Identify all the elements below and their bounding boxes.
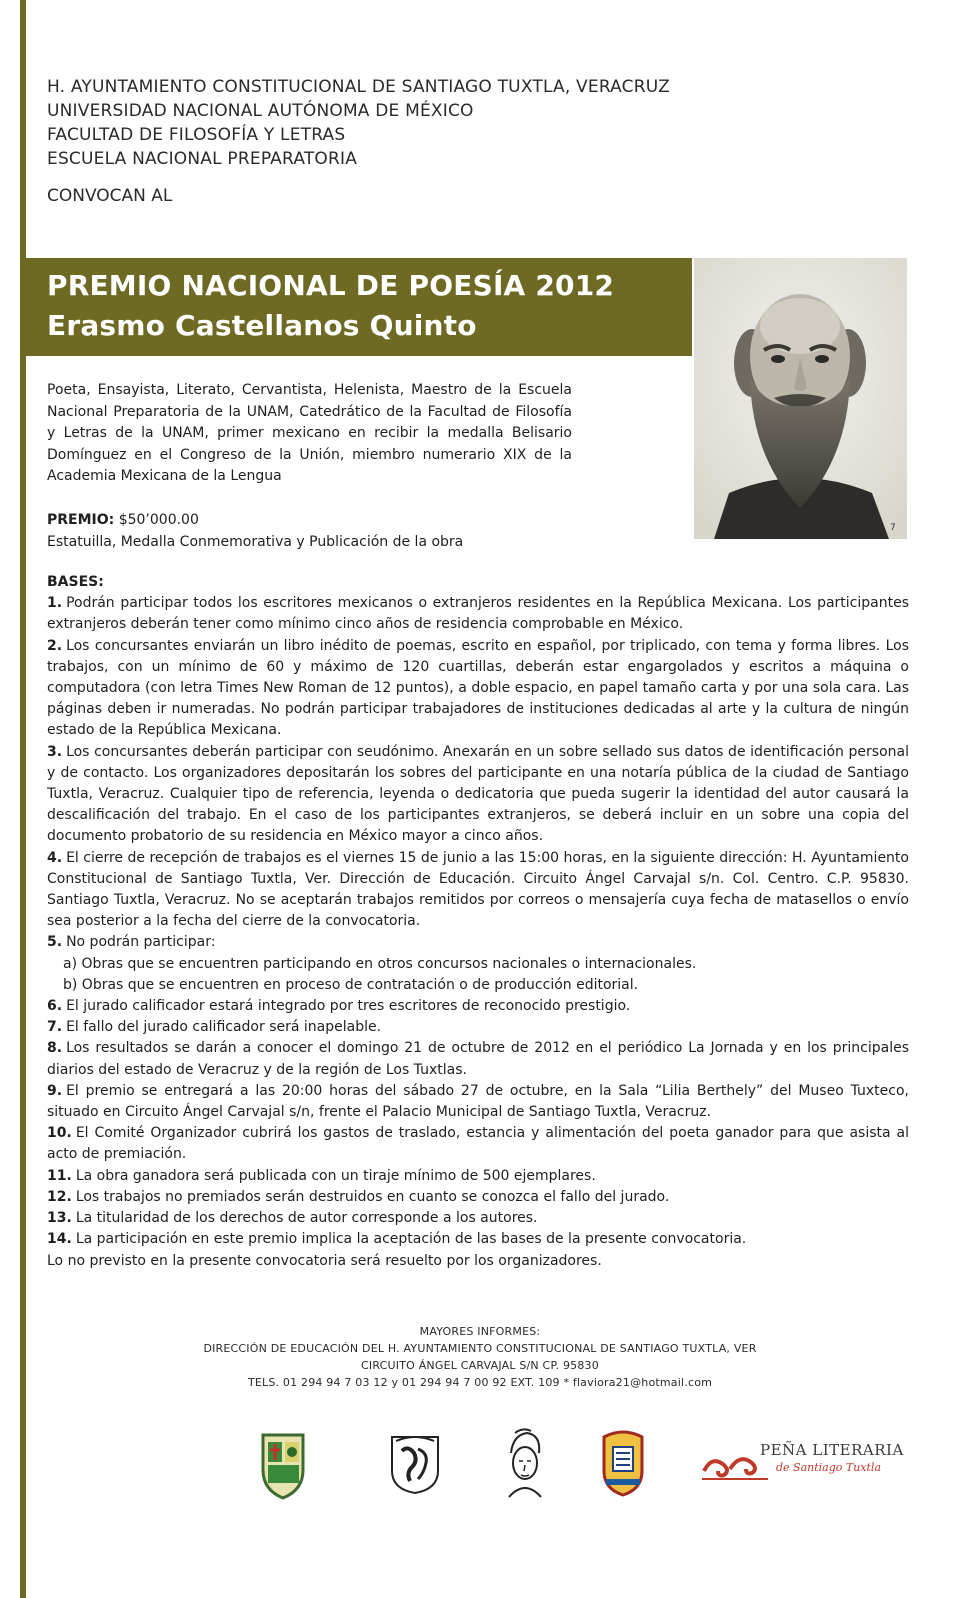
base-item bbox=[47, 742, 909, 848]
sponsor-logos bbox=[0, 1425, 967, 1505]
institution-line: H. AYUNTAMIENTO CONSTITUCIONAL DE SANTIAGO TUXTLA, VERACRUZ bbox=[47, 77, 670, 97]
contact-line: CIRCUITO ÁNGEL CARVAJAL S/N CP. 95830 bbox=[361, 1359, 599, 1372]
base-item bbox=[47, 932, 909, 953]
contact-heading: MAYORES INFORMES: bbox=[419, 1325, 541, 1338]
pena-subtitle: de Santiago Tuxtla bbox=[776, 1461, 882, 1474]
base-item bbox=[47, 636, 909, 742]
base-text: El jurado calificador estará integrado por tres escritores de reconocido prestigio. bbox=[66, 998, 631, 1015]
base-item bbox=[47, 1187, 909, 1208]
left-accent-rule bbox=[20, 0, 26, 1598]
base-number: 13. bbox=[47, 1210, 72, 1227]
institution-line: UNIVERSIDAD NACIONAL AUTÓNOMA DE MÉXICO bbox=[47, 101, 474, 121]
base-number: 5. bbox=[47, 934, 63, 951]
prize-amount: $50’000.00 bbox=[118, 512, 199, 528]
base-number: 9. bbox=[47, 1082, 63, 1099]
institution-line: ESCUELA NACIONAL PREPARATORIA bbox=[47, 149, 358, 169]
portrait-photo bbox=[694, 258, 907, 539]
base-subitem: b) Obras que se encuentren en proceso de contratación o de producción editorial. bbox=[63, 976, 639, 993]
base-text: La participación en este premio implica la aceptación de las bases de la presente convocatoria. bbox=[75, 1231, 747, 1248]
issuing-institutions bbox=[47, 75, 747, 171]
enp-emblem-icon bbox=[598, 1427, 648, 1499]
base-item bbox=[47, 848, 909, 933]
contact-line: TELS. 01 294 94 7 03 12 y 01 294 94 7 00 92 EXT. 109 * flaviora21@hotmail.com bbox=[247, 1376, 713, 1389]
base-item bbox=[47, 1166, 909, 1187]
base-item bbox=[47, 1208, 909, 1229]
base-number: 6. bbox=[47, 998, 63, 1015]
bases-closing: Lo no previsto en la presente convocatoria será resuelto por los organizadores. bbox=[47, 1252, 602, 1269]
base-number: 1. bbox=[47, 595, 63, 612]
pena-title: PEÑA LITERARIA bbox=[760, 1441, 904, 1459]
svg-text:7: 7 bbox=[890, 523, 896, 533]
base-text: El Comité Organizador cubrirá los gastos de traslado, estancia y alimentación del poeta ganador para que asista al acto de premiación. bbox=[47, 1125, 909, 1163]
base-item bbox=[47, 593, 909, 635]
base-number: 7. bbox=[47, 1019, 63, 1036]
convocan-label: CONVOCAN AL bbox=[47, 186, 173, 206]
pena-literaria-logo bbox=[700, 1439, 915, 1489]
base-item bbox=[47, 1017, 909, 1038]
base-item bbox=[47, 1081, 909, 1123]
base-text: Podrán participar todos los escritores mexicanos o extranjeros residentes en la República Mexicana. Los participantes extranjeros deberán tener como mínimo cinco años de residencia comprobable en México. bbox=[47, 595, 909, 633]
unam-seal-icon bbox=[388, 1433, 442, 1495]
base-text: El fallo del jurado calificador será inapelable. bbox=[66, 1019, 382, 1036]
page-title: PREMIO NACIONAL DE POESÍA 2012 bbox=[47, 269, 615, 302]
base-item bbox=[47, 1123, 909, 1165]
title-band bbox=[26, 258, 692, 356]
contact-info bbox=[80, 1323, 880, 1391]
institution-line: FACULTAD DE FILOSOFÍA Y LETRAS bbox=[47, 125, 346, 145]
prize-label: PREMIO: bbox=[47, 512, 115, 528]
bases-section bbox=[47, 572, 909, 1272]
contact-line: DIRECCIÓN DE EDUCACIÓN DEL H. AYUNTAMIENTO CONSTITUCIONAL DE SANTIAGO TUXTLA, VER bbox=[203, 1342, 757, 1355]
base-number: 14. bbox=[47, 1231, 72, 1248]
base-text: El cierre de recepción de trabajos es el viernes 15 de junio a las 15:00 horas, en la siguiente dirección: H. Ayuntamiento Constitucional de Santiago Tuxtla, Ver. Dirección de Educación. Circuito Ángel Carvajal s/n. Col. Centro. C.P. 95830. Santiago Tuxtla, Veracruz. No se aceptarán trabajos remitidos por correos o mensajería cuya fecha de matasellos o envío sea posterior a la fecha del cierre de la convocatoria. bbox=[47, 849, 909, 930]
base-subitem: a) Obras que se encuentren participando en otros concursos nacionales o internacionales. bbox=[63, 955, 697, 972]
base-text: El premio se entregará a las 20:00 horas del sábado 27 de octubre, en la Sala “Lilia Berthely” del Museo Tuxteco, situado en Circuito Ángel Carvajal s/n, frente el Palacio Municipal de Santiago Tuxtla, Veracruz. bbox=[47, 1082, 909, 1121]
base-text: La titularidad de los derechos de autor corresponde a los autores. bbox=[75, 1210, 538, 1227]
base-number: 2. bbox=[47, 637, 63, 654]
base-text: No podrán participar: bbox=[66, 934, 216, 951]
base-number: 3. bbox=[47, 743, 63, 760]
base-item bbox=[47, 1229, 909, 1250]
base-text: Los concursantes enviarán un libro inédito de poemas, escrito en español, por triplicado, con tema y forma libres. Los trabajos, con un mínimo de 60 y máximo de 120 cuartillas, deberán estar engargolados y escritos a máquina o computadora (con letra Times New Roman de 12 puntos), a doble espacio, en papel tamaño carta y por una sola cara. Las páginas deben ir numeradas. No podrán participar trabajadores de instituciones dedicadas al arte y la cultura de ningún estado de la República Mexicana. bbox=[47, 637, 909, 739]
base-number: 8. bbox=[47, 1040, 63, 1057]
base-number: 11. bbox=[47, 1167, 72, 1184]
base-number: 4. bbox=[47, 849, 63, 866]
page-subtitle: Erasmo Castellanos Quinto bbox=[47, 309, 477, 342]
base-item bbox=[47, 1038, 909, 1080]
base-number: 12. bbox=[47, 1188, 72, 1205]
poet-bio: Poeta, Ensayista, Literato, Cervantista, Helenista, Maestro de la Escuela Nacional Preparatoria de la UNAM, Catedrático de la Facultad de Filosofía y Letras de la UNAM, primer mexicano en recibir la medalla Belisario Domínguez en el Congreso de la Unión, miembro numerario XIX de la Academia Mexicana de la Lengua bbox=[47, 382, 572, 484]
athena-head-icon bbox=[497, 1427, 549, 1499]
base-text: La obra ganadora será publicada con un tiraje mínimo de 500 ejemplares. bbox=[75, 1167, 596, 1184]
santiago-tuxtla-shield-icon bbox=[258, 1430, 308, 1500]
base-item bbox=[47, 996, 909, 1017]
base-text: Los trabajos no premiados serán destruidos en cuanto se conozca el fallo del jurado. bbox=[75, 1188, 670, 1205]
bases-heading: BASES: bbox=[47, 574, 104, 590]
prize-detail: Estatuilla, Medalla Conmemorativa y Publicación de la obra bbox=[47, 533, 464, 550]
base-number: 10. bbox=[47, 1125, 72, 1142]
base-text: Los resultados se darán a conocer el domingo 21 de octubre de 2012 en el periódico La Jornada y en los principales diarios del estado de Veracruz y de la región de Los Tuxtlas. bbox=[47, 1040, 909, 1078]
prize-block bbox=[47, 510, 647, 553]
base-text: Los concursantes deberán participar con seudónimo. Anexarán en un sobre sellado sus datos de identificación personal y de contacto. Los organizadores depositarán los sobres del participante en una notaría pública de la ciudad de Santiago Tuxtla, Veracruz. Cualquier tipo de referencia, leyenda o dedicatoria que pueda sugerir la identidad del autor causará la descalificación del trabajo. En el caso de los participantes extranjeros, se deberá incluir en un sobre una copia del documento probatorio de su residencia en México mayor a cinco años. bbox=[47, 743, 909, 845]
